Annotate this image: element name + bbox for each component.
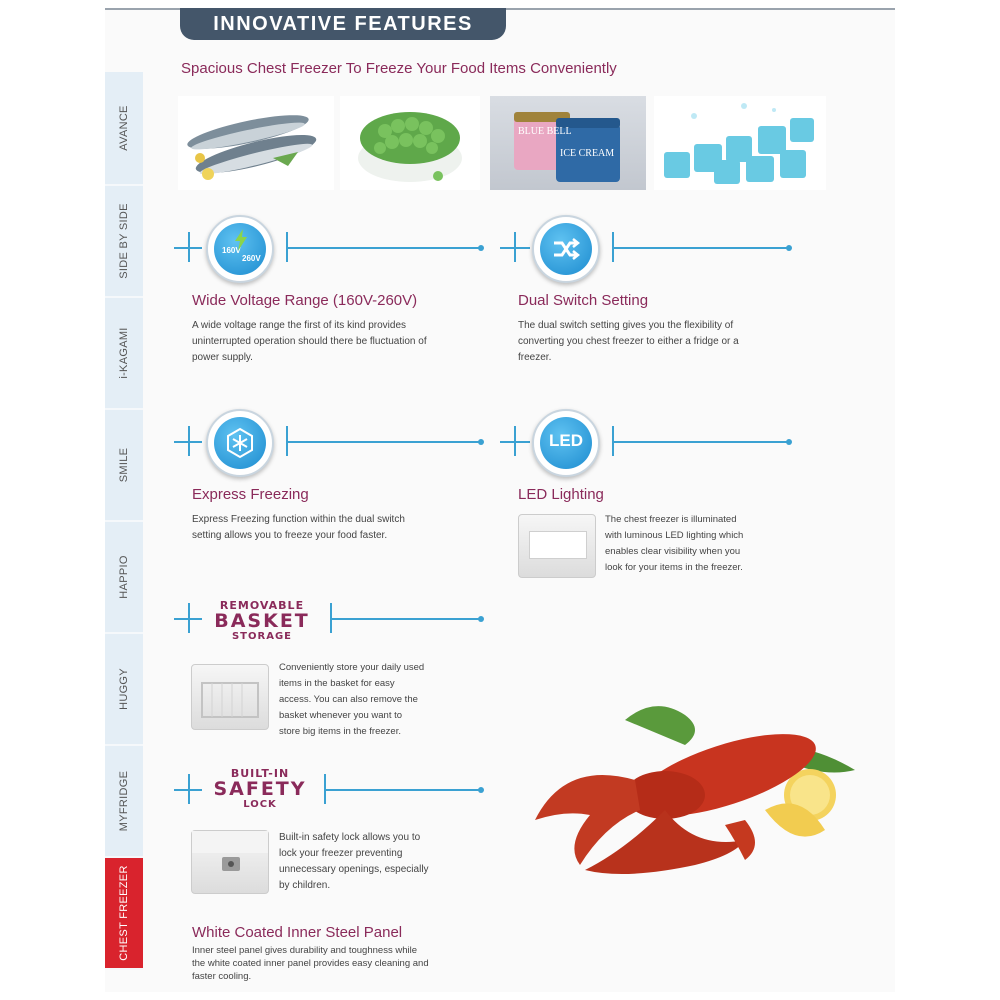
- basket-line-right: [332, 618, 480, 620]
- voltage-low-label: 160V: [222, 246, 241, 255]
- basket-line-left: [174, 618, 202, 620]
- lock-line-left: [174, 789, 202, 791]
- led-lamp-thumbnail: [518, 514, 596, 578]
- lightning-icon: [234, 229, 248, 251]
- voltage-title: Wide Voltage Range (160V-260V): [192, 292, 418, 309]
- lock-title-line3: LOCK: [243, 799, 277, 810]
- led-icon-label: LED: [549, 431, 583, 450]
- dual-switch-description: The dual switch setting gives you the flexibility of converting you chest freezer to either a fridge or a freezer.: [518, 320, 739, 363]
- side-tab-chest-freezer[interactable]: [105, 858, 143, 970]
- lock-title: [200, 768, 320, 810]
- voltage-high-label: 260V: [242, 254, 261, 263]
- express-line-right: [288, 441, 480, 443]
- ice-cream-product-label: ICE CREAM: [560, 148, 615, 159]
- lock-description: Built-in safety lock allows you to lock your freezer preventing unnecessary openings, especially by children.: [279, 832, 429, 891]
- side-tab-myfridge[interactable]: [105, 746, 143, 858]
- voltage-line-right: [288, 247, 480, 249]
- basket-title-line1: REMOVABLE: [219, 599, 305, 612]
- voltage-gauge-icon: [206, 215, 274, 283]
- side-tab-label: i-KAGAMI: [118, 327, 130, 379]
- dual-switch-line-right: [614, 247, 788, 249]
- express-freezing-icon: [206, 409, 274, 477]
- dual-switch-icon: [532, 215, 600, 283]
- side-tab-label: HAPPIO: [118, 555, 130, 599]
- lobster-photo: [515, 680, 875, 910]
- voltage-line-dot: [478, 245, 484, 251]
- lobster-illustration: [515, 680, 875, 910]
- basket-title: [200, 600, 324, 642]
- side-tab-avance[interactable]: [105, 72, 143, 186]
- page-subtitle: Spacious Chest Freezer To Freeze Your Food Items Conveniently: [181, 60, 617, 77]
- led-icon: [532, 409, 600, 477]
- ice-cubes-illustration: [654, 96, 826, 190]
- fish-illustration: [178, 96, 334, 190]
- voltage-description: A wide voltage range the first of its kind provides uninterrupted operation should there be fluctuation of power supply.: [192, 320, 427, 363]
- side-tab-i-kagami[interactable]: [105, 298, 143, 410]
- side-tab-label: SIDE BY SIDE: [118, 203, 130, 279]
- express-line-dot: [478, 439, 484, 445]
- led-lighting-title: LED Lighting: [518, 486, 604, 503]
- ice-cream-illustration: [490, 96, 646, 190]
- side-tab-happio[interactable]: [105, 522, 143, 634]
- dual-switch-title: Dual Switch Setting: [518, 292, 649, 309]
- peas-illustration: [340, 96, 480, 190]
- led-lamp-panel: [529, 531, 587, 559]
- express-freezing-description: Express Freezing function within the dual switch setting allows you to freeze your food faster.: [192, 514, 405, 541]
- header-banner: [180, 8, 506, 40]
- basket-title-line2: BASKET: [214, 610, 310, 632]
- express-line-left: [174, 441, 202, 443]
- fish-photo: [178, 96, 334, 190]
- ice-cream-photo: [490, 96, 646, 190]
- basket-description: Conveniently store your daily used items in the basket for easy access. You can also remove the basket whenever you want to store big items in the freezer.: [279, 662, 425, 737]
- peas-photo: [340, 96, 480, 190]
- snowflake-icon: [224, 427, 256, 459]
- led-line-left: [500, 441, 530, 443]
- led-line-dot: [786, 439, 792, 445]
- side-tab-side-by-side[interactable]: [105, 186, 143, 298]
- lock-title-line2: SAFETY: [213, 778, 307, 800]
- lock-line-right: [326, 789, 480, 791]
- dual-switch-line-left: [500, 247, 530, 249]
- lock-title-line1: BUILT-IN: [230, 767, 290, 780]
- express-freezing-title: Express Freezing: [192, 486, 309, 503]
- basket-title-line3: STORAGE: [231, 631, 292, 642]
- side-tab-huggy[interactable]: [105, 634, 143, 746]
- side-tab-label: CHEST FREEZER: [118, 865, 130, 961]
- panel-title: White Coated Inner Steel Panel: [192, 924, 403, 941]
- page-title: INNOVATIVE FEATURES: [213, 13, 473, 35]
- side-tab-label: AVANCE: [118, 105, 130, 151]
- side-tab-label: MYFRIDGE: [118, 770, 130, 832]
- led-lighting-description: The chest freezer is illuminated with luminous LED lighting which enables clear visibility when you look for your items in the freezer.: [605, 514, 744, 573]
- side-tab-smile[interactable]: [105, 410, 143, 522]
- side-tab-label: HUGGY: [118, 668, 130, 710]
- basket-thumbnail: [191, 664, 269, 730]
- voltage-line-left: [174, 247, 202, 249]
- basket-illustration: [192, 665, 268, 729]
- led-line-right: [614, 441, 788, 443]
- ice-cream-brand-label: BLUE BELL: [518, 126, 572, 137]
- lock-thumbnail: [191, 830, 269, 894]
- ice-cubes-photo: [654, 96, 826, 190]
- shuffle-arrows-icon: [552, 235, 580, 263]
- basket-line-dot: [478, 616, 484, 622]
- lock-line-dot: [478, 787, 484, 793]
- dual-switch-line-dot: [786, 245, 792, 251]
- lock-illustration: [192, 831, 268, 893]
- panel-description: Inner steel panel gives durability and toughness while the white coated inner panel provides easy cleaning and faster cooling.: [192, 945, 429, 982]
- side-tab-label: SMILE: [118, 447, 130, 483]
